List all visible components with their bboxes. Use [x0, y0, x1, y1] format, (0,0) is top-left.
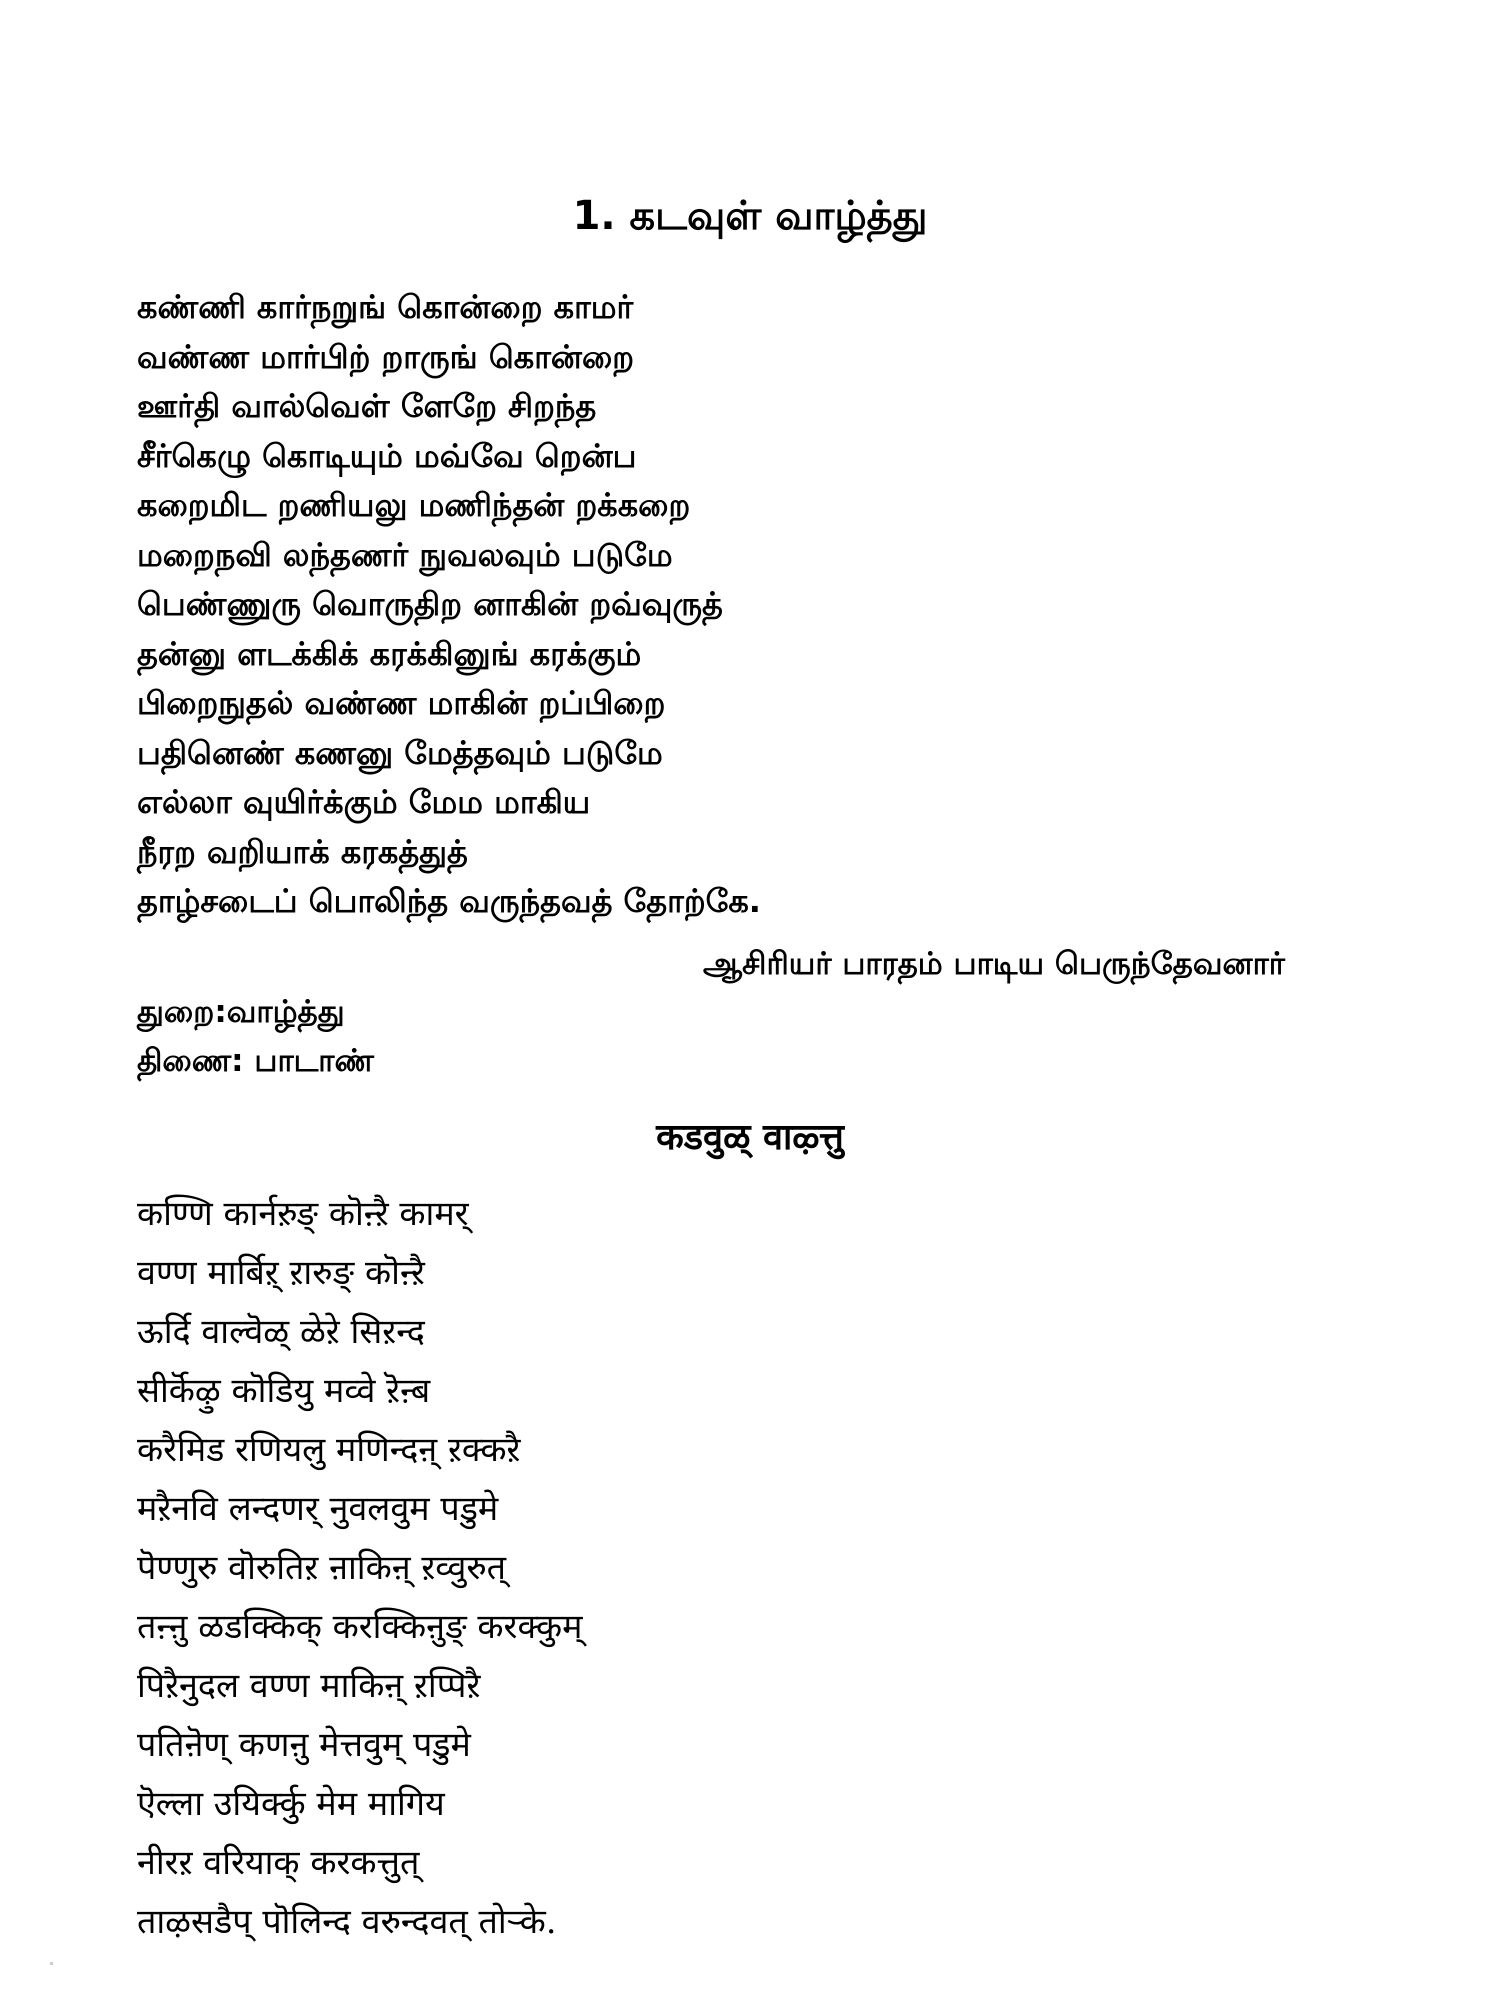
tamil-verse-line: எல்லா வுயிர்க்கும் மேம மாகிய: [137, 783, 591, 821]
tamil-verse: [137, 283, 1337, 927]
thinai-label: திணை: பாடாண்: [137, 1043, 374, 1079]
devanagari-verse-line: करैमिड रणियलु मणिन्दऩ् ऱक्कऱै: [137, 1430, 521, 1470]
devanagari-verse-line: पतिऩॆण् कणऩु मेत्तवुम् पडुमे: [137, 1725, 471, 1765]
author-attribution: ஆசிரியர் பாரதம் பாடிய பெருந்தேவனார்: [702, 946, 1285, 982]
thurai-label: துறை:வாழ்த்து: [137, 994, 345, 1030]
devanagari-verse: [137, 1185, 1337, 1952]
scan-speck: [50, 1962, 53, 1965]
tamil-verse-line: தாழ்சடைப் பொலிந்த வருந்தவத் தோற்கே.: [137, 882, 761, 920]
devanagari-verse-line: सीर्कॆऴु कॊडियु मव्वे ऱॆऩ्ब: [137, 1371, 431, 1411]
tamil-verse-line: ஊர்தி வால்வெள் ளேறே சிறந்த: [137, 387, 597, 425]
devanagari-verse-line: नीरऱ वरियाक् करकत्तुत्: [137, 1843, 420, 1883]
tamil-verse-line: தன்னு ளடக்கிக் கரக்கினுங் கரக்கும்: [137, 634, 642, 673]
devanagari-verse-line: पिऱैनुदल वण्ण माकिऩ् ऱप्पिऱै: [137, 1666, 481, 1706]
poem-title: 1. கடவுள் வாழ்த்து: [572, 193, 928, 239]
devanagari-verse-line: तऩ्ऩु ळडक्किक् करक्किऩुङ् करक्कुम्: [137, 1607, 583, 1647]
tamil-verse-line: கறைமிட றணியலு மணிந்தன் றக்கறை: [137, 486, 691, 524]
devanagari-verse-line: ताऴसडैप् पॊलिन्द वरुन्दवत् तोऱ्के.: [137, 1902, 557, 1942]
devanagari-verse-line: कण्णि कार्नऱुङ् कॊऩ्ऱै कामर्: [137, 1194, 469, 1234]
tamil-verse-line: மறைநவி லந்தணர் நுவலவும் படுமே: [137, 535, 673, 574]
devanagari-verse-line: ऊर्दि वाल्वॆळ् ळेऱे सिऱन्द: [137, 1312, 425, 1352]
tamil-verse-line: வண்ண மார்பிற் றாருங் கொன்றை: [137, 337, 635, 376]
tamil-verse-line: பெண்ணுரு வொருதிற னாகின் றவ்வுருத்: [137, 585, 723, 623]
devanagari-title: कडवुळ् वाऴ्त्तु: [656, 1117, 844, 1158]
tamil-verse-line: கண்ணி கார்நறுங் கொன்றை காமர்: [137, 288, 634, 326]
devanagari-verse-line: ऎल्ला उयिर्क्कु मेम मागिय: [137, 1784, 445, 1824]
tamil-verse-line: நீரற வறியாக் கரகத்துத்: [137, 832, 468, 871]
tamil-verse-line: சீர்கெழு கொடியும் மவ்வே றென்ப: [137, 436, 637, 475]
devanagari-verse-line: मऱैनवि लन्दणर् नुवलवुम पडुमे: [137, 1489, 499, 1529]
devanagari-verse-line: वण्ण मार्बिऱ् ऱारुङ् कॊऩ्ऱै: [137, 1253, 425, 1293]
devanagari-verse-line: पॆण्णुरु वॊरुतिऱ ऩाकिऩ् ऱव्वुरुत्: [137, 1548, 507, 1588]
tamil-verse-line: பதினெண் கணனு மேத்தவும் படுமே: [137, 733, 663, 772]
tamil-verse-line: பிறைநுதல் வண்ண மாகின் றப்பிறை: [137, 684, 666, 722]
